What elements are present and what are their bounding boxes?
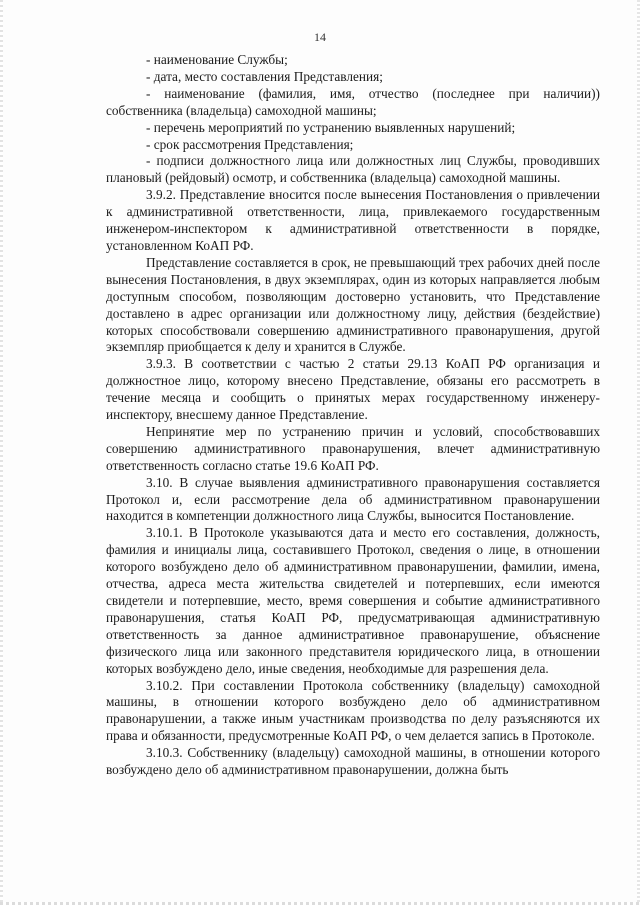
list-item: - дата, место составления Представления; (146, 68, 383, 84)
list-item: - подписи должностного лица или должностных лиц Службы, проводивших плановый (рейдовый) осмотр, и собственника (владельца) самоходной машины. (106, 153, 600, 186)
list-item: - наименование Службы; (146, 52, 288, 67)
paragraph: 3.10.3. Собственнику (владельцу) самоходной машины, в отношении которого возбуждено дело об административном правонарушении, должна быть (106, 745, 600, 778)
page-number: 14 (314, 30, 326, 44)
paragraph: 3.10.2. При составлении Протокола собственнику (владельцу) самоходной машины, в отношении которого возбуждено дело об административном правонарушении, а также иным участникам производства по делу разъясняются их права и обязанности, предусмотренные КоАП РФ, о чем делается запись в Протоколе. (106, 677, 600, 744)
scan-edge-left (0, 0, 3, 905)
paragraph: 3.10.1. В Протоколе указываются дата и место его составления, должность, фамилия и инициалы лица, составившего Протокол, сведения о лице, в отношении которого возбуждено дело об административном правонарушении, фамилии, имена, отчества, адреса места жительства свидетелей и потерпевших, если имеются свидетели и потерпевшие, место, время совершения и событие административного правонарушения, статья КоАП РФ, предусматривающая административную ответственность за данное административное правонарушение, объяснение физического лица или законного представителя юридического лица, в отношении которых возбуждено дело, иные сведения, необходимые для разрешения дела. (106, 525, 600, 676)
list-item: - перечень мероприятий по устранению выявленных нарушений; (146, 119, 516, 135)
paragraph: 3.9.2. Представление вносится после вынесения Постановления о привлечении к административной ответственности, лица, привлекаемого государственным инженером-инспектором к административной ответственности в порядке, установленном КоАП РФ. (106, 187, 600, 253)
paragraph: 3.9.3. В соответствии с частью 2 статьи 29.13 КоАП РФ организация и должностное лицо, которому внесено Представление, обязаны его рассмотреть в течение месяца и сообщить о принятых мерах государственному инженеру-инспектору, внесшему данное Представление. (106, 356, 600, 423)
list-item: - срок рассмотрения Представления; (146, 136, 354, 152)
document-body (106, 52, 600, 779)
list-item: - наименование (фамилия, имя, отчество (последнее при наличии)) собственника (владельца) самоходной машины; (106, 85, 600, 118)
paragraph: Представление составляется в срок, не превышающий трех рабочих дней после вынесения Постановления, в двух экземплярах, один из которых направляется любым доступным способом, позволяющим достоверно установить, что Представление доставлено в адрес организации или должностному лицу, действия (бездействие) которых способствовали совершению административного правонарушения, другой экземпляр приобщается к делу и хранится в Службе. (106, 254, 600, 355)
paragraph: Непринятие мер по устранению причин и условий, способствовавших совершению административного правонарушения, влечет административную ответственность согласно статье 19.6 КоАП РФ. (106, 423, 600, 473)
paragraph: 3.10. В случае выявления административного правонарушения составляется Протокол и, если рассмотрение дела об административном правонарушении находится в компетенции должностного лица Службы, выносится Постановление. (106, 474, 600, 524)
